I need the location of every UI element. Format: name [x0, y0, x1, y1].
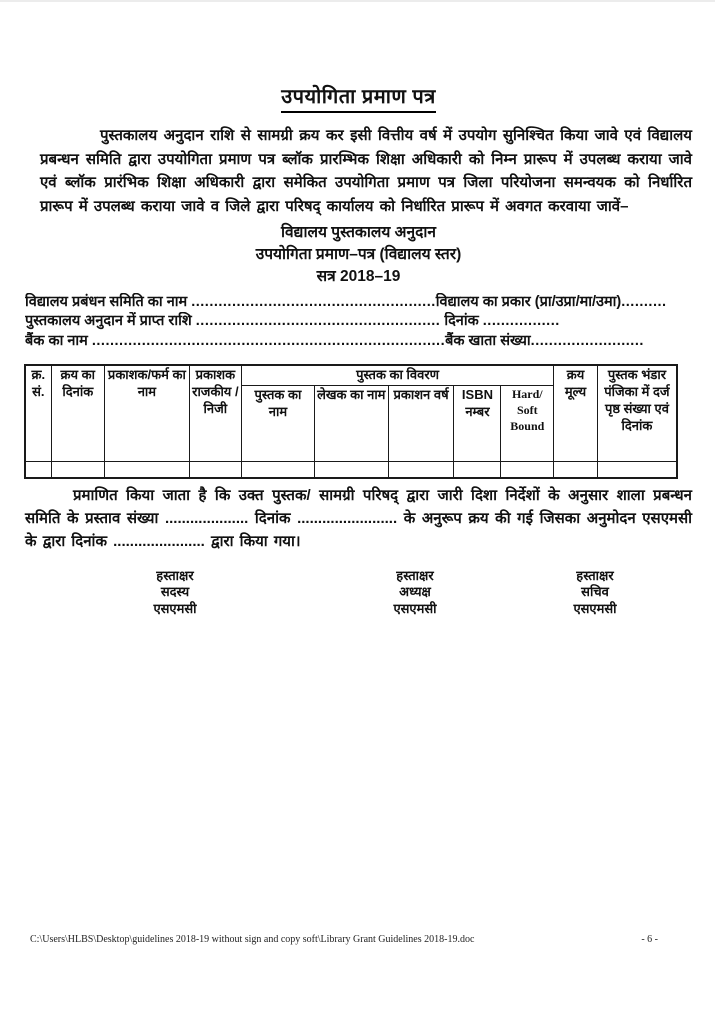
signature-org: एसएमसी [573, 600, 617, 616]
empty-cell [105, 462, 190, 478]
section-headings [25, 222, 692, 288]
signature-org: एसएमसी [153, 600, 197, 616]
heading-session: सत्र 2018–19 [316, 268, 401, 285]
col-header-binding: Hard/ Soft Bound [501, 386, 554, 462]
certification-paragraph: प्रमाणित किया जाता है कि उक्त पुस्तक/ सामग्री परिषद् द्वारा जारी दिशा निर्देशों के अनुसार शाला प्रबन्धन समिति के प्रस्ताव संख्या .................... दिनांक ........................ के अनुरूप क्रय की गई जिसका अनुमोदन एसएमसी के द्वारा दिनांक ...................... द्वारा किया गया। [25, 486, 692, 550]
form-line-bank-name [25, 332, 692, 351]
signature-block-member [153, 568, 196, 618]
heading-grant: विद्यालय पुस्तकालय अनुदान [281, 224, 436, 241]
book-purchase-table [24, 364, 678, 479]
dotted-blank-account-number: ......................... [530, 332, 644, 349]
empty-cell [314, 462, 388, 478]
col-header-serial: क्र. सं. [25, 365, 51, 462]
form-line-grant-amount [25, 312, 692, 331]
signature-block-secretary [573, 568, 616, 618]
empty-cell [241, 462, 314, 478]
table-row [25, 462, 677, 478]
col-header-isbn: ISBN नम्बर [454, 386, 501, 462]
col-header-publish-year: प्रकाशन वर्ष [388, 386, 454, 462]
col-header-publisher-firm: प्रकाशक/फर्म का नाम [105, 365, 190, 462]
form-fields [25, 293, 692, 351]
footer-page-number: - 6 - [641, 934, 658, 945]
form-label-account-number: बैंक खाता संख्या [445, 332, 531, 349]
signature-label: हस्ताक्षर [156, 567, 194, 583]
dotted-blank-grant-amount: ...................................................... [195, 313, 441, 330]
empty-cell [501, 462, 554, 478]
col-header-book-name: पुस्तक का नाम [241, 386, 314, 462]
heading-certificate: उपयोगिता प्रमाण–पत्र (विद्यालय स्तर) [255, 246, 462, 263]
dotted-blank-bank-name: .............................................................................. [91, 332, 446, 349]
signature-row [25, 568, 692, 628]
col-header-book-details: पुस्तक का विवरण [241, 365, 553, 386]
col-header-publisher-type: प्रकाशक राजकीय / निजी [189, 365, 241, 462]
empty-cell [454, 462, 501, 478]
form-label-date: दिनांक [440, 313, 483, 330]
empty-cell [597, 462, 677, 478]
signature-org: एसएमसी [393, 600, 437, 616]
signature-block-president [393, 568, 436, 618]
dotted-blank-school-type: .......... [621, 294, 667, 310]
signature-role: सचिव [581, 584, 609, 600]
page-footer [0, 934, 715, 945]
signature-label: हस्ताक्षर [576, 567, 614, 583]
form-label-smc-name: विद्यालय प्रबंधन समिति का नाम [25, 294, 192, 310]
page-title: उपयोगिता प्रमाण पत्र [281, 82, 436, 113]
empty-cell [554, 462, 598, 478]
footer-file-path: C:\Users\HLBS\Desktop\guidelines 2018-19 without sign and copy soft\Library Grant Guidelines 2018-19.doc [30, 934, 475, 945]
title-row [25, 82, 692, 113]
form-label-grant-amount: पुस्तकालय अनुदान में प्राप्त राशि [25, 313, 196, 330]
page-content [0, 82, 715, 628]
empty-cell [189, 462, 241, 478]
dotted-blank-smc-name: ...................................................... [191, 294, 436, 310]
empty-cell [51, 462, 104, 478]
empty-cell [388, 462, 454, 478]
col-header-author-name: लेखक का नाम [314, 386, 388, 462]
dotted-blank-date: ................. [482, 313, 560, 330]
col-header-price: क्रय मूल्य [554, 365, 598, 462]
empty-cell [25, 462, 51, 478]
col-header-register: पुस्तक भंडार पंजिका में दर्ज पृष्ठ संख्या एवं दिनांक [597, 365, 677, 462]
col-header-purchase-date: क्रय का दिनांक [51, 365, 104, 462]
form-label-school-type: विद्यालय का प्रकार (प्रा/उप्रा/मा/उमा) [435, 294, 622, 310]
intro-paragraph: पुस्तकालय अनुदान राशि से सामग्री क्रय कर इसी वित्तीय वर्ष में उपयोग सुनिश्चित किया जावे एवं विद्यालय प्रबन्धन समिति द्वारा उपयोगिता प्रमाण पत्र ब्लॉक प्रारम्भिक शिक्षा अधिकारी को निम्न प्रारूप में उपलब्ध कराया जावे एवं ब्लॉक प्रारंभिक शिक्षा अधिकारी द्वारा समेकित उपयोगिता प्रमाण पत्र जिला परियोजना समन्वयक को निर्धारित प्रारूप में उपलब्ध कराया जावे व जिले द्वारा परिषद् कार्यालय को निर्धारित प्रारूप में अवगत करवाया जावें– [40, 127, 692, 215]
signature-role: अध्यक्ष [399, 584, 431, 600]
form-label-bank-name: बैंक का नाम [25, 332, 92, 349]
signature-role: सदस्य [160, 584, 190, 600]
form-line-smc-name [25, 293, 692, 312]
signature-label: हस्ताक्षर [396, 567, 434, 583]
